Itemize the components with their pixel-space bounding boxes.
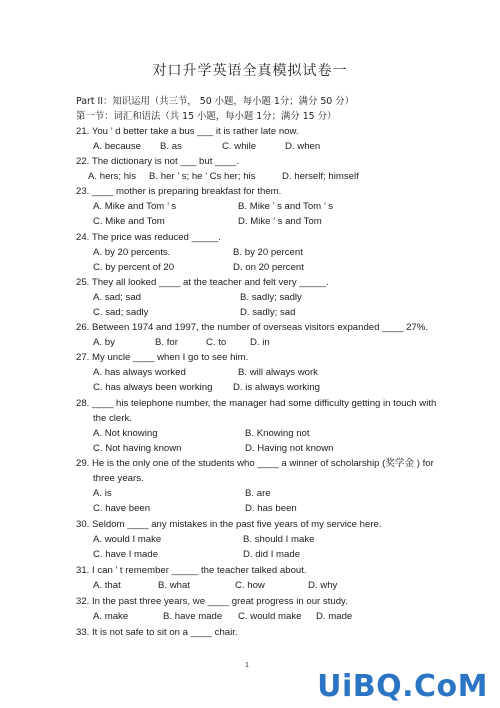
question-25: 25. They all looked ____ at the teacher and felt very _____. xyxy=(76,277,329,288)
q29-option-b: B. are xyxy=(245,488,271,499)
q29-option-a: A. is xyxy=(93,488,112,499)
question-26: 26. Between 1974 and 1997, the number of overseas visitors expanded ____ 27%. xyxy=(76,322,429,333)
page-number: 1 xyxy=(245,662,249,669)
question-21: 21. You ’ d better take a bus ___ it is rather late now. xyxy=(76,126,299,137)
q21-option-d: D. when xyxy=(285,141,321,152)
q25-option-a: A. sad; sad xyxy=(93,292,141,303)
question-29: 29. He is the only one of the students who ____ a winner of scholarship (奖学金 ) for xyxy=(76,458,434,469)
q25-option-c: C. sad; sadly xyxy=(93,307,149,318)
q22-option-b-c: B. her ’ s; he ’ Cs her; his xyxy=(149,171,256,182)
q27-option-d: D. is always working xyxy=(233,382,320,393)
q28-option-d: D. Having not known xyxy=(245,443,334,454)
q30-option-a: A. would I make xyxy=(93,534,162,545)
q21-option-c: C. while xyxy=(222,141,257,152)
q24-option-b: B. by 20 percent xyxy=(233,247,303,258)
q32-option-a: A. make xyxy=(93,611,129,622)
question-28-continued: the clerk. xyxy=(93,413,132,424)
q26-option-b: B. for xyxy=(155,337,178,348)
q24-option-d: D. on 20 percent xyxy=(233,262,304,273)
question-22: 22. The dictionary is not ___ but ____. xyxy=(76,156,240,167)
question-30: 30. Seldom ____ any mistakes in the past five years of my service here. xyxy=(76,519,382,530)
q30-option-c: C. have I made xyxy=(93,549,159,560)
q26-option-c: C. to xyxy=(206,337,227,348)
q24-option-a: A. by 20 percents. xyxy=(93,247,171,258)
q27-option-b: B. will always work xyxy=(238,367,318,378)
q24-option-c: C. by percent of 20 xyxy=(93,262,175,273)
section-header: 第一节：词汇和语法（共 15 小题，每小题 1分；满分 15 分） xyxy=(76,111,337,122)
q30-option-d: D. did I made xyxy=(243,549,301,560)
question-23: 23. ____ mother is preparing breakfast for them. xyxy=(76,186,282,197)
page-title: 对口升学英语全真模拟试卷一 xyxy=(152,63,348,79)
q21-option-b: B. as xyxy=(160,141,182,152)
q31-option-c: C. how xyxy=(235,580,265,591)
q26-option-a: A. by xyxy=(93,337,115,348)
q25-option-b: B. sadly; sadly xyxy=(240,292,302,303)
q23-option-c: C. Mike and Tom xyxy=(93,216,165,227)
question-27: 27. My uncle ____ when I go to see him. xyxy=(76,352,249,363)
q31-option-a: A. that xyxy=(93,580,121,591)
question-31: 31. I can ’ t remember _____ the teacher talked about. xyxy=(76,565,307,576)
q32-option-c: C. would make xyxy=(238,611,302,622)
question-29-continued: three years. xyxy=(93,473,144,484)
q23-option-d: D. Mike ’ s and Tom xyxy=(238,216,322,227)
question-33: 33. It is not safe to sit on a ____ chair. xyxy=(76,627,238,638)
q22-option-d: D. herself; himself xyxy=(282,171,359,182)
question-32: 32. In the past three years, we ____ great progress in our study. xyxy=(76,596,348,607)
q27-option-a: A. has always worked xyxy=(93,367,186,378)
q26-option-d: D. in xyxy=(250,337,270,348)
part-header: Part II：知识运用（共三节， 50 小题，每小题 1分；满分 50 分） xyxy=(76,96,354,107)
q28-option-b: B. Knowing not xyxy=(245,428,310,439)
question-28: 28. ____ his telephone number, the manager had some difficulty getting in touch with xyxy=(76,398,437,409)
q29-option-d: D. has been xyxy=(245,503,297,514)
q27-option-c: C. has always been working xyxy=(93,382,213,393)
q29-option-c: C. have been xyxy=(93,503,151,514)
q21-option-a: A. because xyxy=(93,141,142,152)
q28-option-c: C. Not having known xyxy=(93,443,182,454)
q23-option-a: A. Mike and Tom ’ s xyxy=(93,201,177,212)
question-24: 24. The price was reduced _____. xyxy=(76,232,221,243)
q32-option-d: D. made xyxy=(316,611,353,622)
q32-option-b: B. have made xyxy=(163,611,223,622)
watermark-logo: UiBQ.CoM xyxy=(317,669,488,704)
q28-option-a: A. Not knowing xyxy=(93,428,158,439)
q25-option-d: D. sadly; sad xyxy=(240,307,296,318)
q31-option-b: B. what xyxy=(158,580,190,591)
q23-option-b: B. Mike ’ s and Tom ’ s xyxy=(238,201,334,212)
q22-option-a: A. hers; his xyxy=(88,171,136,182)
q30-option-b: B. should I make xyxy=(243,534,315,545)
q31-option-d: D. why xyxy=(308,580,338,591)
